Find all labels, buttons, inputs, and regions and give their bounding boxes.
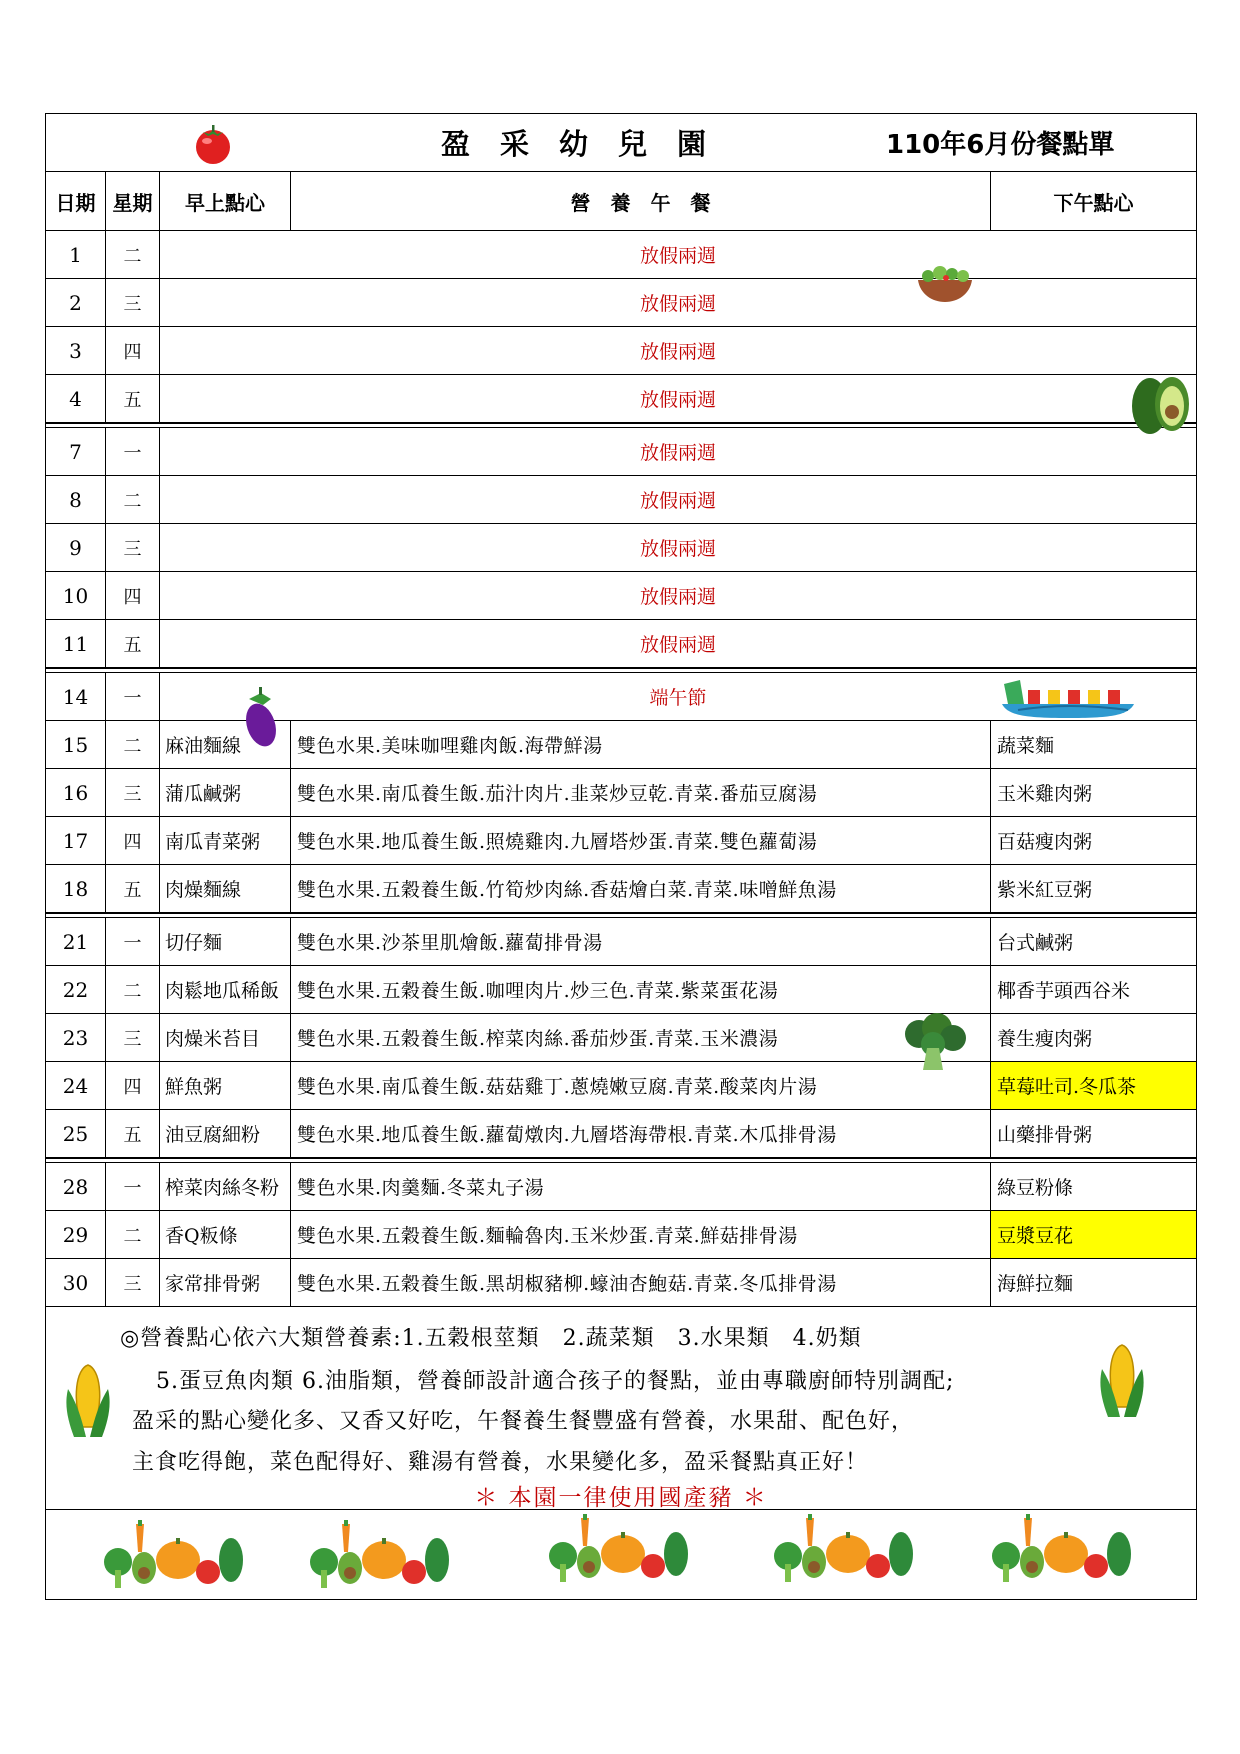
date-cell: 11 xyxy=(46,620,106,667)
date-cell: 10 xyxy=(46,572,106,619)
table-row xyxy=(46,428,1196,476)
snack-cell: 豆漿豆花 xyxy=(991,1211,1196,1258)
holiday-cell: 放假兩週 xyxy=(639,245,716,267)
table-row xyxy=(46,327,1196,375)
holiday-cell: 放假兩週 xyxy=(639,442,716,464)
lunch-cell: 雙色水果.沙茶里肌燴飯.蘿蔔排骨湯 xyxy=(291,918,991,965)
table-row xyxy=(46,279,1196,327)
breakfast-cell: 肉燥米苔目 xyxy=(160,1014,291,1061)
day-cell: 三 xyxy=(106,279,160,326)
day-cell: 二 xyxy=(106,476,160,523)
snack-cell: 養生瘦肉粥 xyxy=(997,1028,1093,1050)
table-row xyxy=(46,476,1196,524)
column-header-row xyxy=(46,172,1196,231)
day-cell: 四 xyxy=(106,572,160,619)
snack-cell: 綠豆粉條 xyxy=(997,1177,1074,1199)
broccoli-icon xyxy=(899,1012,969,1072)
table-row xyxy=(46,1259,1196,1307)
lunch-cell: 雙色水果.地瓜養生飯.照燒雞肉.九層塔炒蛋.青菜.雙色蘿蔔湯 xyxy=(291,817,991,864)
table-row xyxy=(46,1014,1196,1062)
breakfast-cell: 肉鬆地瓜稀飯 xyxy=(160,966,291,1013)
header-day: 星期 xyxy=(106,172,160,230)
vegetable-border xyxy=(46,1510,1196,1599)
note-line: 盈采的點心變化多、又香又好吃，午餐養生餐豐盛有營養，水果甜、配色好， xyxy=(132,1409,915,1434)
date-cell: 4 xyxy=(46,375,106,422)
holiday-cell: 放假兩週 xyxy=(639,490,716,512)
table-row xyxy=(46,918,1196,966)
salad-bowl-icon xyxy=(914,264,976,304)
festival-cell: 端午節 xyxy=(649,687,707,709)
day-cell: 一 xyxy=(106,428,160,475)
breakfast-cell: 肉燥麵線 xyxy=(160,865,291,912)
snack-cell: 蔬菜麵 xyxy=(997,735,1055,757)
note-line: ◎營養點心依六大類營養素:1.五穀根莖類 2.蔬菜類 3.水果類 4.奶類 xyxy=(120,1326,862,1351)
lunch-cell: 雙色水果.肉羹麵.冬菜丸子湯 xyxy=(291,1163,991,1210)
holiday-cell: 放假兩週 xyxy=(639,586,716,608)
breakfast-cell: 麻油麵線 xyxy=(160,721,291,768)
date-cell: 1 xyxy=(46,231,106,278)
date-cell: 8 xyxy=(46,476,106,523)
table-row xyxy=(46,1110,1196,1158)
dragon-boat-icon xyxy=(998,674,1138,720)
table-row xyxy=(46,769,1196,817)
vegetables-icon xyxy=(766,1512,916,1586)
date-cell: 30 xyxy=(46,1259,106,1306)
lunch-cell: 雙色水果.南瓜養生飯.茄汁肉片.韭菜炒豆乾.青菜.番茄豆腐湯 xyxy=(291,769,991,816)
date-cell: 16 xyxy=(46,769,106,816)
holiday-cell: 放假兩週 xyxy=(639,293,716,315)
holiday-cell: 放假兩週 xyxy=(639,389,716,411)
day-cell: 五 xyxy=(106,1110,160,1157)
month-title: 110年6月份餐點單 xyxy=(886,130,1115,160)
header-date: 日期 xyxy=(46,172,106,230)
lunch-cell: 雙色水果.地瓜養生飯.蘿蔔燉肉.九層塔海帶根.青菜.木瓜排骨湯 xyxy=(291,1110,991,1157)
vegetables-icon xyxy=(984,1512,1134,1586)
table-row xyxy=(46,1163,1196,1211)
corn-icon xyxy=(1094,1339,1150,1421)
breakfast-cell: 南瓜青菜粥 xyxy=(160,817,291,864)
day-cell: 一 xyxy=(106,673,160,720)
date-cell: 2 xyxy=(46,279,106,326)
pork-notice: ＊ 本園一律使用國產豬 ＊ xyxy=(474,1485,768,1511)
table-row xyxy=(46,865,1196,913)
note-line: 5.蛋豆魚肉類 6.油脂類，營養師設計適合孩子的餐點，並由專職廚師特別調配; xyxy=(156,1369,955,1394)
date-cell: 21 xyxy=(46,918,106,965)
nutrition-notes xyxy=(46,1307,1196,1510)
day-cell: 二 xyxy=(106,231,160,278)
date-cell: 25 xyxy=(46,1110,106,1157)
day-cell: 一 xyxy=(106,918,160,965)
date-cell: 23 xyxy=(46,1014,106,1061)
table-row xyxy=(46,572,1196,620)
table-row xyxy=(46,817,1196,865)
table-row xyxy=(46,1062,1196,1110)
avocado-icon xyxy=(1126,366,1196,438)
vegetables-icon xyxy=(541,1512,691,1586)
date-cell: 7 xyxy=(46,428,106,475)
breakfast-cell: 家常排骨粥 xyxy=(160,1259,291,1306)
lunch-cell: 雙色水果.美味咖哩雞肉飯.海帶鮮湯 xyxy=(291,721,991,768)
lunch-cell: 雙色水果.五穀養生飯.黑胡椒豬柳.蠔油杏鮑菇.青菜.冬瓜排骨湯 xyxy=(291,1259,991,1306)
date-cell: 9 xyxy=(46,524,106,571)
table-row xyxy=(46,620,1196,668)
title-row xyxy=(46,114,1196,172)
snack-cell: 百菇瘦肉粥 xyxy=(997,831,1093,853)
school-name: 盈采幼兒園 xyxy=(441,127,737,161)
holiday-cell: 放假兩週 xyxy=(639,341,716,363)
snack-cell: 草莓吐司.冬瓜茶 xyxy=(991,1062,1196,1109)
day-cell: 四 xyxy=(106,817,160,864)
day-cell: 二 xyxy=(106,1211,160,1258)
snack-cell: 椰香芋頭西谷米 xyxy=(997,980,1131,1002)
day-cell: 三 xyxy=(106,524,160,571)
eggplant-icon xyxy=(241,687,281,749)
day-cell: 四 xyxy=(106,327,160,374)
day-cell: 三 xyxy=(106,769,160,816)
holiday-cell: 放假兩週 xyxy=(639,538,716,560)
date-cell: 17 xyxy=(46,817,106,864)
table-row xyxy=(46,721,1196,769)
day-cell: 三 xyxy=(106,1014,160,1061)
day-cell: 一 xyxy=(106,1163,160,1210)
table-row xyxy=(46,231,1196,279)
date-cell: 24 xyxy=(46,1062,106,1109)
lunch-cell: 雙色水果.五穀養生飯.咖哩肉片.炒三色.青菜.紫菜蛋花湯 xyxy=(291,966,991,1013)
corn-icon xyxy=(60,1359,116,1441)
snack-cell: 海鮮拉麵 xyxy=(997,1273,1074,1295)
table-row xyxy=(46,524,1196,572)
breakfast-cell: 香Q粄條 xyxy=(160,1211,291,1258)
lunch-cell: 雙色水果.五穀養生飯.榨菜肉絲.番茄炒蛋.青菜.玉米濃湯 xyxy=(291,1014,991,1061)
day-cell: 五 xyxy=(106,375,160,422)
date-cell: 3 xyxy=(46,327,106,374)
table-row xyxy=(46,966,1196,1014)
date-cell: 28 xyxy=(46,1163,106,1210)
vegetables-icon xyxy=(302,1518,452,1592)
breakfast-cell: 切仔麵 xyxy=(160,918,291,965)
date-cell: 18 xyxy=(46,865,106,912)
menu-sheet xyxy=(45,113,1197,1600)
day-cell: 二 xyxy=(106,966,160,1013)
day-cell: 五 xyxy=(106,620,160,667)
date-cell: 14 xyxy=(46,673,106,720)
header-lunch: 營 養 午 餐 xyxy=(291,172,991,230)
note-line: 主食吃得飽，菜色配得好、雞湯有營養，水果變化多，盈采餐點真正好！ xyxy=(132,1450,869,1475)
day-cell: 二 xyxy=(106,721,160,768)
lunch-cell: 雙色水果.南瓜養生飯.菇菇雞丁.蔥燒嫩豆腐.青菜.酸菜肉片湯 xyxy=(291,1062,991,1109)
holiday-cell: 放假兩週 xyxy=(639,634,716,656)
date-cell: 29 xyxy=(46,1211,106,1258)
table-row xyxy=(46,375,1196,423)
vegetables-icon xyxy=(96,1518,246,1592)
header-breakfast: 早上點心 xyxy=(160,172,291,230)
breakfast-cell: 鮮魚粥 xyxy=(160,1062,291,1109)
date-cell: 22 xyxy=(46,966,106,1013)
day-cell: 四 xyxy=(106,1062,160,1109)
tomato-icon xyxy=(191,122,235,166)
snack-cell: 台式鹹粥 xyxy=(997,932,1074,954)
header-snack: 下午點心 xyxy=(1053,190,1134,215)
table-row xyxy=(46,1211,1196,1259)
snack-cell: 紫米紅豆粥 xyxy=(997,879,1093,901)
date-cell: 15 xyxy=(46,721,106,768)
snack-cell: 山藥排骨粥 xyxy=(997,1124,1093,1146)
lunch-cell: 雙色水果.五穀養生飯.竹筍炒肉絲.香菇燴白菜.青菜.味噌鮮魚湯 xyxy=(291,865,991,912)
day-cell: 五 xyxy=(106,865,160,912)
lunch-cell: 雙色水果.五穀養生飯.麵輪魯肉.玉米炒蛋.青菜.鮮菇排骨湯 xyxy=(291,1211,991,1258)
day-cell: 三 xyxy=(106,1259,160,1306)
breakfast-cell: 蒲瓜鹹粥 xyxy=(160,769,291,816)
breakfast-cell: 油豆腐細粉 xyxy=(160,1110,291,1157)
breakfast-cell: 榨菜肉絲冬粉 xyxy=(160,1163,291,1210)
snack-cell: 玉米雞肉粥 xyxy=(997,783,1093,805)
